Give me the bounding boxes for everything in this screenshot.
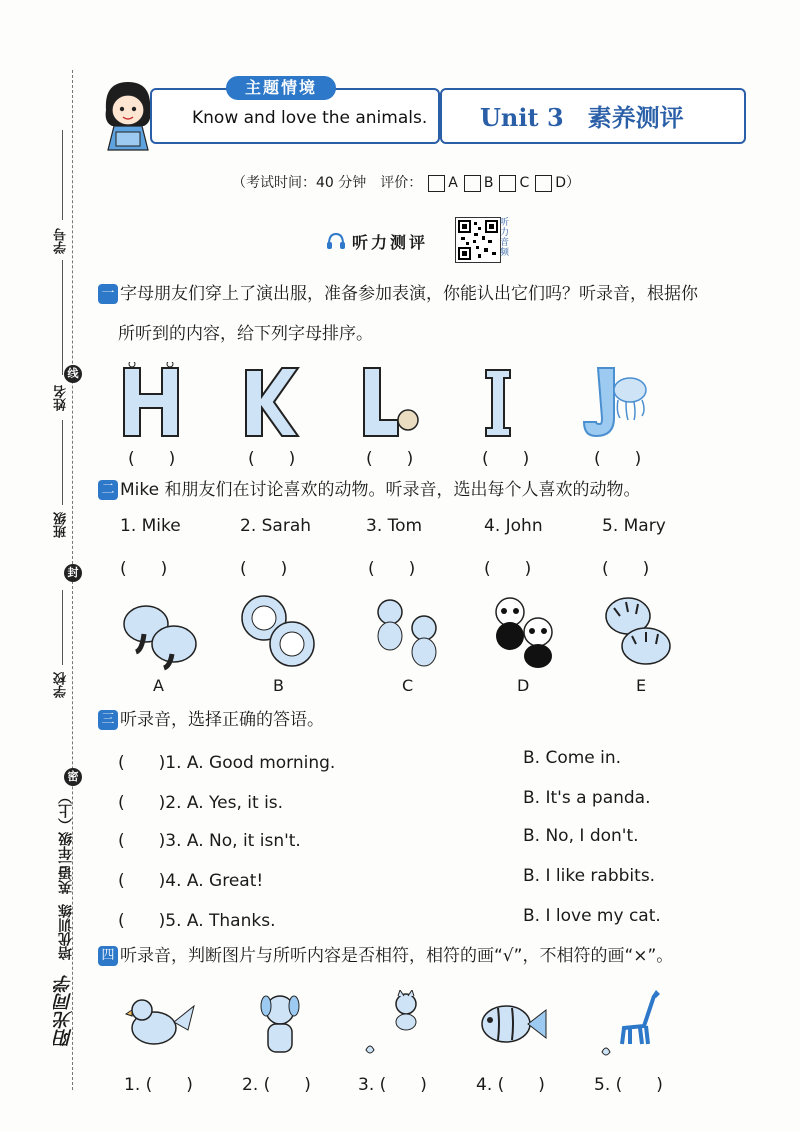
class-label: 班级: [54, 512, 69, 538]
theme-text: Know and love the animals.: [192, 108, 428, 128]
grade-checkbox-d[interactable]: [535, 175, 552, 192]
section2-instruction-text: Mike 和朋友们在讨论喜欢的动物。听录音，选出每个人喜欢的动物。: [120, 480, 641, 500]
grade-b-label: B: [483, 175, 494, 191]
unit-title: Unit 3 素养测评: [480, 103, 684, 132]
option-a-label: A: [153, 676, 164, 695]
line-mark: 线: [64, 365, 82, 383]
name-line: [62, 260, 63, 375]
item-4-answer[interactable]: 4. ( ): [476, 1075, 545, 1095]
section1-instruction-line2: 所听到的内容，给下列字母排序。: [118, 324, 373, 344]
option-b-label: B: [273, 676, 284, 695]
cat-icon: [362, 990, 426, 1060]
item-3-answer[interactable]: 3. ( ): [358, 1075, 427, 1095]
section2-number: 二: [98, 480, 118, 500]
sarah-answer[interactable]: ( ): [240, 559, 288, 579]
question-2-option-b[interactable]: B. It's a panda.: [523, 788, 651, 808]
letter-h-costume-icon: [118, 362, 184, 442]
headphones-icon: [326, 232, 346, 250]
question-5-option-a[interactable]: ( )5. A. Thanks.: [118, 911, 276, 931]
dog-icon: [254, 990, 310, 1058]
mary-answer[interactable]: ( ): [602, 559, 650, 579]
option-c-label: C: [402, 676, 414, 695]
grade-text: 三年级（上）: [58, 790, 74, 874]
secret-mark: 密: [64, 768, 82, 786]
john-answer[interactable]: ( ): [484, 559, 532, 579]
person-john: 4. John: [484, 516, 543, 536]
person-mary: 5. Mary: [602, 516, 666, 536]
panda-icon: [484, 592, 564, 672]
letter-j-costume-icon: [582, 362, 652, 442]
item-2-answer[interactable]: 2. ( ): [242, 1075, 311, 1095]
mike-answer[interactable]: ( ): [120, 559, 168, 579]
theme-label: 主题情境: [226, 76, 336, 100]
question-2-option-a[interactable]: ( )2. A. Yes, it is.: [118, 793, 284, 813]
brand-logo: 阳光同学: [54, 975, 75, 1047]
letter-k-costume-icon: [238, 362, 300, 442]
section1-instruction-line1: [98, 284, 698, 304]
lion-icon: [236, 590, 322, 672]
grade-a-label: A: [448, 175, 458, 191]
letter-l-costume-icon: [358, 362, 424, 442]
section4-number: 四: [98, 946, 118, 966]
elephant-icon: [116, 594, 202, 672]
subject-text: 英语: [58, 866, 74, 894]
qr-code-icon[interactable]: [455, 217, 501, 263]
section3-number: 三: [98, 710, 118, 730]
question-3-option-b[interactable]: B. No, I don't.: [523, 826, 639, 846]
giraffe-icon: [600, 986, 668, 1060]
option-e-label: E: [636, 676, 647, 695]
fish-icon: [478, 998, 548, 1052]
section1-instruction-text: 字母朋友们穿上了演出服，准备参加表演，你能认出它们吗？听录音，根据你: [120, 284, 698, 304]
section4-instruction: [98, 946, 673, 966]
tiger-icon: [600, 590, 680, 672]
section3-instruction: [98, 710, 324, 730]
exam-time: （考试时间：40 分钟 评价：: [232, 175, 423, 191]
letter-j-answer[interactable]: ( ): [594, 449, 642, 469]
exam-info: [232, 172, 580, 192]
name-label: 姓名: [54, 385, 69, 411]
letter-i-costume-icon: [478, 362, 518, 442]
section3-instruction-text: 听录音，选择正确的答语。: [120, 710, 324, 730]
option-d-label: D: [517, 676, 530, 695]
person-mike: 1. Mike: [120, 516, 181, 536]
school-label: 学校: [54, 672, 69, 698]
exam-info-close: ）: [566, 175, 581, 191]
school-line: [62, 590, 63, 665]
seal-mark: 封: [64, 564, 82, 582]
student-no-label: 学号: [54, 228, 69, 254]
section4-instruction-text: 听录音，判断图片与所听内容是否相符，相符的画“√”，不相符的画“×”。: [120, 946, 674, 966]
section2-instruction: [98, 480, 641, 500]
student-no-line: [62, 130, 63, 220]
grade-d-label: D: [555, 175, 567, 191]
question-4-option-a[interactable]: ( )4. A. Great!: [118, 871, 264, 891]
section1-number: 一: [98, 284, 118, 304]
question-5-option-b[interactable]: B. I love my cat.: [523, 906, 661, 926]
series-text: 培优训练: [58, 904, 74, 960]
grade-checkbox-a[interactable]: [428, 175, 445, 192]
letter-l-answer[interactable]: ( ): [366, 449, 414, 469]
question-1-option-a[interactable]: ( )1. A. Good morning.: [118, 753, 336, 773]
letter-h-answer[interactable]: ( ): [128, 449, 176, 469]
bird-icon: [124, 992, 196, 1056]
question-3-option-a[interactable]: ( )3. A. No, it isn't.: [118, 831, 301, 851]
monkey-icon: [368, 594, 448, 672]
question-1-option-b[interactable]: B. Come in.: [523, 748, 622, 768]
tom-answer[interactable]: ( ): [368, 559, 416, 579]
letter-k-answer[interactable]: ( ): [248, 449, 296, 469]
person-sarah: 2. Sarah: [240, 516, 312, 536]
letter-i-answer[interactable]: ( ): [482, 449, 530, 469]
grade-checkbox-c[interactable]: [499, 175, 516, 192]
listening-title: 听力测评: [352, 233, 429, 252]
question-4-option-b[interactable]: B. I like rabbits.: [523, 866, 656, 886]
person-tom: 3. Tom: [366, 516, 423, 536]
item-5-answer[interactable]: 5. ( ): [594, 1075, 663, 1095]
class-line: [62, 420, 63, 505]
grade-checkbox-b[interactable]: [464, 175, 481, 192]
grade-c-label: C: [519, 175, 530, 191]
item-1-answer[interactable]: 1. ( ): [124, 1075, 193, 1095]
qr-label: 听力音频: [500, 218, 510, 258]
